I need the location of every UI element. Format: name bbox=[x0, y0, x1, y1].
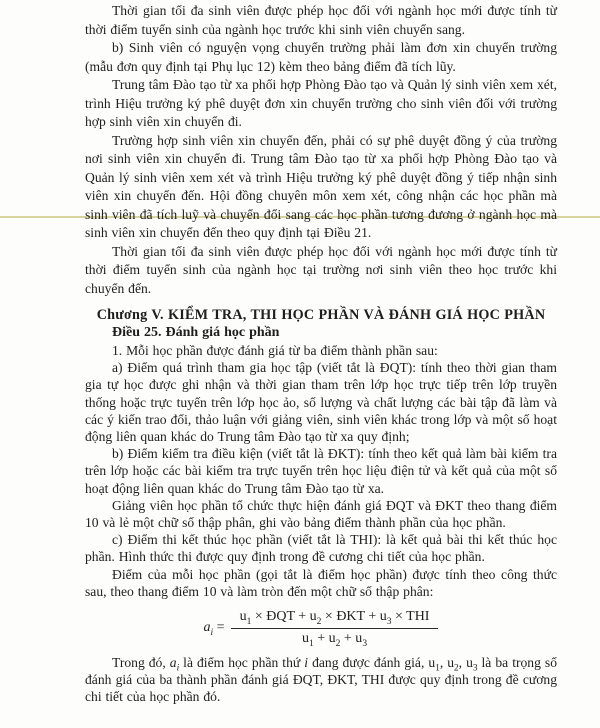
paragraph-transfer-request: b) Sinh viên có nguyện vọng chuyển trường phải làm đơn xin chuyển trường (mẫu đơn quy định tại Phụ lục 12) kèm theo bảng điểm đã tích lũy. bbox=[85, 40, 557, 74]
document-text-block bbox=[85, 2, 557, 706]
paragraph-max-study-time-transfer-in: Thời gian tối đa sinh viên được phép học đối với ngành học mới được tính từ thời điểm tuyển sinh của ngành học tại trường nơi sinh viên theo học trước khi chuyển đến. bbox=[85, 243, 557, 296]
paragraph-three-components: 1. Mỗi học phần được đánh giá từ ba điểm thành phần sau: bbox=[112, 343, 438, 358]
paragraph-transfer-out-approval: Trung tâm Đào tạo từ xa phối hợp Phòng Đào tạo và Quản lý sinh viên xem xét, trình Hiệu trưởng ký phê duyệt đơn xin chuyển trường cho sinh viên đối với trường hợp sinh viên xin chuyển đi. bbox=[85, 77, 557, 129]
article-25-body bbox=[85, 342, 557, 706]
paragraph-transfer-in-approval: Trường hợp sinh viên xin chuyển đến, phải có sự phê duyệt đồng ý của trường nơi sinh viên xin chuyển đi. Trung tâm Đào tạo từ xa phối hợp Phòng Đào tạo và Quản lý sinh viên xem xét và trình Hiệu trưởng ký phê duyệt đồng ý tiếp nhận sinh viên xin chuyển đến. Hội đồng chuyên môn xem xét, công nhận các học phần mà sinh viên đã tích luỹ và chuyển đổi sang các học phần tương đương ở ngành học mà sinh viên xin chuyển đến theo quy định tại Điều 21. bbox=[85, 132, 557, 240]
formula-lhs: $a_i$ = bbox=[203, 620, 225, 638]
course-grade-formula bbox=[85, 609, 557, 647]
chapter-v-heading: Chương V. KIỂM TRA, THI HỌC PHẦN VÀ ĐÁNH GIÁ HỌC PHẦN bbox=[96, 307, 546, 323]
paragraph-dqt-definition: a) Điểm quá trình tham gia học tập (viết tắt là ĐQT): tính theo thời gian tham gia tự học được ghi nhận và thời gian tham trên lớp học trực tiếp trên lớp truyền thống hoặc trực tuyến trên lớp học ảo, số lượng và chất lượng các bài tập đã làm và các ý kiến trao đổi, thảo luận với giảng viên, sinh viên khác trong lớp và một số hoạt động liên quan khác do Trung tâm Đào tạo từ xa quy định; bbox=[85, 360, 557, 445]
formula-denominator: $u_1 + u_2 + u_3$ bbox=[301, 631, 368, 649]
paragraph-max-study-time-prior: Thời gian tối đa sinh viên được phép học đối với ngành học mới được tính từ thời điểm tuyển sinh của ngành học trước khi sinh viên chuyển sang. bbox=[85, 3, 557, 37]
paragraph-formula-intro: Điểm của mỗi học phần (gọi tắt là điểm học phần) được tính theo công thức sau, theo thang điểm 10 và làm tròn đến một chữ số thập phân: bbox=[85, 566, 557, 599]
paragraph-grading-scale: Giảng viên học phần tổ chức thực hiện đánh giá ĐQT và ĐKT theo thang điểm 10 và lẻ một chữ số thập phân, ghi vào bảng điểm thành phần của học phần. bbox=[85, 497, 557, 531]
article-25-heading: Điều 25. Đánh giá học phần bbox=[112, 325, 280, 340]
formula-numerator: $u_1$ × ĐQT + $u_2$ × ĐKT + $u_3$ × THI bbox=[231, 609, 439, 629]
paragraph-dkt-definition: b) Điểm kiểm tra điều kiện (viết tắt là ĐKT): tính theo kết quả làm bài kiểm tra trên lớp hoặc các bài kiểm tra trực tuyến trên học liệu điện tử và kết quả của một số hoạt động liên quan khác do Trung tâm Đào tạo từ xa. bbox=[85, 446, 557, 496]
paragraph-formula-explanation: Trong đó, $a_i$ là điểm học phần thứ i đang được đánh giá, $u_1$, $u_2$, $u_3$ là ba trọng số đánh giá của ba thành phần đánh giá ĐQT, ĐKT, THI được quy định trong đề cương chi tiết của học phần đó. bbox=[85, 655, 557, 705]
paragraph-thi-definition: c) Điểm thi kết thúc học phần (viết tắt là THI): là kết quả bài thi kết thúc học phần. Hình thức thi được quy định trong đề cương chi tiết của học phần. bbox=[85, 532, 557, 565]
formula-fraction bbox=[231, 609, 439, 647]
